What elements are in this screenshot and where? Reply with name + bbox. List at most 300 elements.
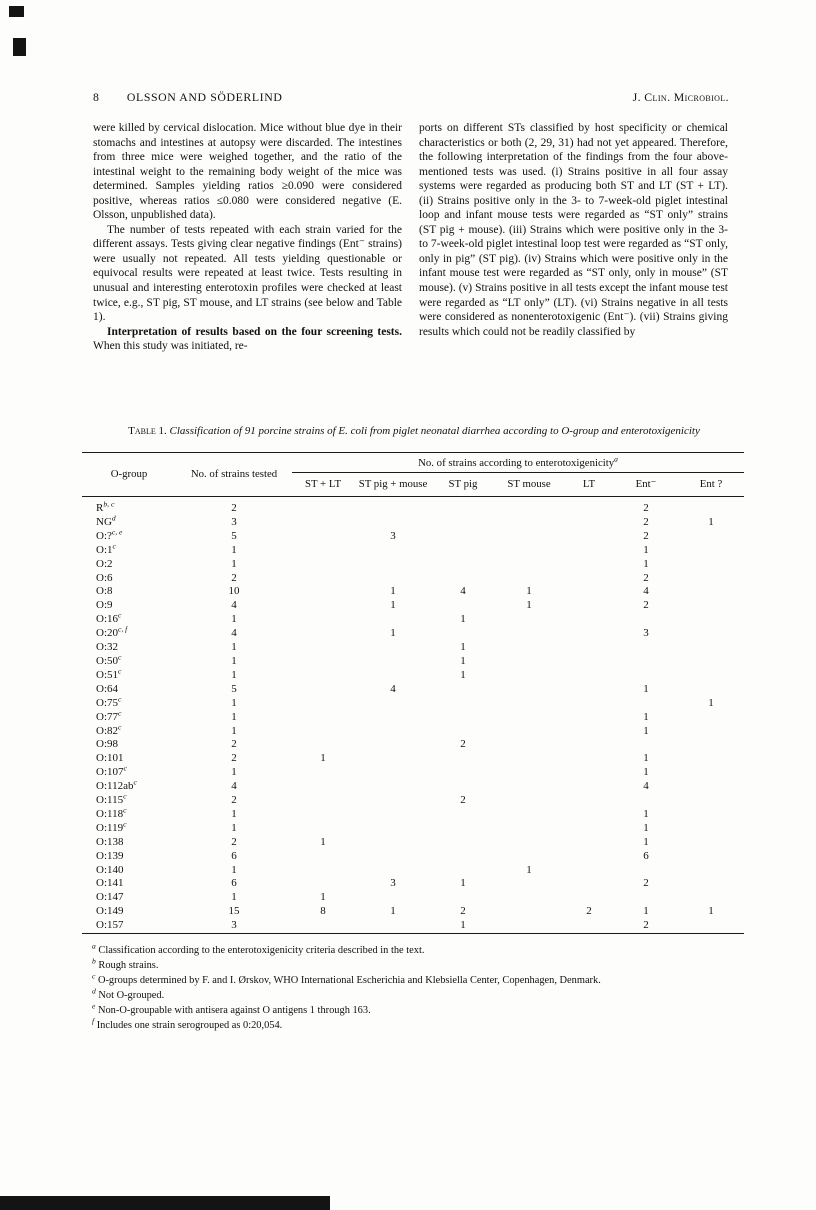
count-cell — [564, 613, 614, 627]
column-header-ent-q: Ent ? — [678, 472, 744, 497]
count-cell — [564, 572, 614, 586]
o-group-cell: O:118$^c$ — [96, 805, 127, 820]
count-cell: 2 — [460, 794, 466, 807]
count-cell: 1 — [526, 599, 532, 612]
count-cell — [432, 850, 494, 864]
count-cell: 1 — [390, 905, 396, 918]
paragraph-rest: When this study was initiated, re- — [93, 340, 248, 353]
count-cell — [564, 655, 614, 669]
table-row — [82, 585, 744, 599]
table-row — [82, 752, 744, 766]
footnote-marker: b, c — [103, 499, 115, 509]
count-cell: 6 — [231, 849, 237, 862]
count-cell — [292, 808, 354, 822]
count-cell: 1 — [460, 877, 466, 890]
count-cell: 1 — [231, 613, 237, 626]
o-group-cell: O:1$^c$ — [96, 541, 116, 556]
footnote-marker: c — [118, 652, 122, 662]
count-cell — [292, 738, 354, 752]
count-cell — [494, 530, 564, 544]
count-cell: 2 — [643, 599, 649, 612]
footnote-marker: c — [118, 666, 122, 676]
count-cell — [292, 864, 354, 878]
count-cell: 3 — [390, 529, 396, 542]
count-cell: 2 — [643, 571, 649, 584]
count-cell: 1 — [231, 724, 237, 737]
count-cell — [432, 766, 494, 780]
scan-mark — [9, 6, 24, 17]
footnote: $^d$ Not O-grouped. — [92, 986, 165, 1001]
count-cell — [678, 919, 744, 933]
count-cell: 1 — [643, 543, 649, 556]
count-cell: 1 — [320, 835, 326, 848]
count-cell — [678, 669, 744, 683]
count-cell — [432, 836, 494, 850]
table-row — [82, 864, 744, 878]
count-cell — [564, 850, 614, 864]
paragraph: were killed by cervical dislocation. Mice without blue dye in their stomachs and intestines at autopsy were discarded. The intestines from three mice were weighed together, and the ratio of the intestinal weight to the remaining body weight of the mice was determined. Samples yielding ratios ≥0.090 were considered positive, whereas ratios ≤0.080 were considered negative (E. Olsson, unpublished data). — [93, 122, 402, 222]
count-cell — [292, 655, 354, 669]
count-cell — [494, 497, 564, 516]
count-cell — [494, 780, 564, 794]
count-cell — [354, 919, 432, 933]
footnote-marker: c — [123, 763, 127, 773]
count-cell — [678, 655, 744, 669]
running-head — [93, 90, 729, 105]
count-cell: 1 — [231, 641, 237, 654]
table-row — [82, 599, 744, 613]
count-cell — [678, 766, 744, 780]
count-cell — [354, 808, 432, 822]
count-cell: 4 — [231, 780, 237, 793]
table-body — [82, 497, 744, 934]
count-cell — [678, 864, 744, 878]
table-row — [82, 572, 744, 586]
footnote-marker: c — [123, 791, 127, 801]
count-cell: 2 — [231, 835, 237, 848]
footnote: $^f$ Includes one strain serogrouped as 0:20,054. — [92, 1016, 283, 1031]
o-group-cell: R$^{b, c}$ — [96, 499, 115, 514]
o-group-cell: O:50$^c$ — [96, 652, 122, 667]
footnote: $^b$ Rough strains. — [92, 956, 159, 971]
table-row — [82, 850, 744, 864]
count-cell: 1 — [460, 668, 466, 681]
count-cell: 2 — [643, 515, 649, 528]
count-cell: 2 — [231, 502, 237, 514]
count-cell: 10 — [228, 585, 240, 598]
count-cell: 1 — [643, 557, 649, 570]
count-cell — [678, 572, 744, 586]
count-cell — [292, 627, 354, 641]
count-cell — [292, 544, 354, 558]
table-section — [82, 424, 746, 1034]
count-cell: 1 — [390, 599, 396, 612]
table-row — [82, 808, 744, 822]
journal-name: J. Clin. Microbiol. — [632, 90, 729, 104]
count-cell — [564, 725, 614, 739]
count-cell: 1 — [708, 515, 714, 528]
column-header-ent-neg: Ent⁻ — [614, 472, 678, 497]
count-cell: 1 — [643, 710, 649, 723]
count-cell — [564, 497, 614, 516]
count-cell — [432, 725, 494, 739]
count-cell — [564, 683, 614, 697]
o-group-cell: O:115$^c$ — [96, 791, 127, 807]
count-cell — [292, 599, 354, 613]
footnote: $^c$ O-groups determined by F. and I. Ørskov, WHO International Escherichia and Klebsiella Center, Copenhagen, Denmark. — [92, 971, 601, 986]
count-cell — [494, 766, 564, 780]
column-header-lt: LT — [564, 472, 614, 497]
count-cell — [678, 794, 744, 808]
count-cell — [564, 627, 614, 641]
count-cell: 2 — [460, 905, 466, 918]
count-cell — [292, 572, 354, 586]
o-group-cell: O:141 — [96, 877, 124, 890]
count-cell — [678, 497, 744, 516]
footnotes — [82, 941, 732, 1033]
count-cell — [494, 836, 564, 850]
paragraph: ports on different STs classified by host specificity or chemical characteristics or both (2, 29, 31) had not yet appeared. Therefore, the following interpretation of the findings from the four above-mentioned tests was used. (i) Strains positive in all four assay systems were regarded as producing both ST and LT (ST + LT). (ii) Strains positive only in the 3- to 7-week-old piglet intestinal loop and infant mouse tests were regarded as “ST only” strains (ST pig + mouse). (iii) Strains which were positive only in the 3- to 7-week-old piglet intestinal loop test were regarded as “ST only, only in pig” (ST pig). (iv) Strains which were positive only in the infant mouse test were regarded as “ST only, only in mouse” (ST mouse). (v) Strains positive in all tests except the infant mouse test were regarded as “LT only” (LT). (vi) Strains negative in all tests were considered as nonenterotoxigenic (Ent⁻). (vii) Strains giving results which could not be readily classified by — [419, 122, 728, 338]
o-group-cell: O:101 — [96, 752, 124, 765]
count-cell — [354, 752, 432, 766]
table-row — [82, 530, 744, 544]
count-cell: 1 — [643, 835, 649, 848]
classification-table — [82, 452, 744, 935]
count-cell — [678, 808, 744, 822]
count-cell — [494, 891, 564, 905]
right-column — [419, 121, 728, 354]
table-row — [82, 822, 744, 836]
column-header-st-pig: ST pig — [432, 472, 494, 497]
count-cell — [678, 850, 744, 864]
footnote-marker: c — [118, 721, 122, 731]
table-row — [82, 919, 744, 933]
scan-mark — [13, 38, 26, 56]
count-cell — [354, 516, 432, 530]
count-cell: 3 — [390, 877, 396, 890]
o-group-cell: O:149 — [96, 905, 124, 918]
table-row — [82, 669, 744, 683]
count-cell: 4 — [460, 585, 466, 598]
count-cell — [354, 864, 432, 878]
footnote-marker-a: a — [614, 453, 618, 463]
table-row — [82, 683, 744, 697]
count-cell — [494, 572, 564, 586]
count-cell — [678, 822, 744, 836]
count-cell — [494, 738, 564, 752]
count-cell — [432, 599, 494, 613]
scan-mark — [0, 1196, 330, 1210]
count-cell — [292, 530, 354, 544]
count-cell — [494, 669, 564, 683]
count-cell — [614, 864, 678, 878]
count-cell — [564, 864, 614, 878]
count-cell — [678, 836, 744, 850]
count-cell — [494, 919, 564, 933]
count-cell — [614, 794, 678, 808]
count-cell — [432, 780, 494, 794]
count-cell — [564, 669, 614, 683]
column-header-st-lt: ST + LT — [292, 472, 354, 497]
count-cell — [292, 780, 354, 794]
count-cell — [678, 613, 744, 627]
count-cell — [354, 497, 432, 516]
count-cell — [432, 530, 494, 544]
column-header-st-pig-mouse: ST pig + mouse — [354, 472, 432, 497]
count-cell: 6 — [231, 877, 237, 890]
table-caption-label: Table 1. — [128, 425, 167, 437]
count-cell: 1 — [643, 724, 649, 737]
count-cell: 1 — [643, 807, 649, 820]
table-caption — [118, 424, 710, 439]
count-cell — [564, 558, 614, 572]
count-cell — [614, 891, 678, 905]
count-cell — [354, 669, 432, 683]
footnote-marker: c — [123, 805, 127, 815]
count-cell — [354, 655, 432, 669]
count-cell — [494, 877, 564, 891]
count-cell: 1 — [460, 919, 466, 932]
count-cell — [678, 558, 744, 572]
o-group-cell: O:9 — [96, 599, 113, 612]
table-row — [82, 738, 744, 752]
count-cell: 1 — [708, 696, 714, 709]
count-cell: 2 — [231, 794, 237, 807]
count-cell — [494, 627, 564, 641]
body-text — [93, 121, 729, 354]
paragraph: The number of tests repeated with each strain varied for the different assays. Tests giving clear negative findings (Ent⁻ strains) were usually not repeated. All tests yielding questionable or equivocal results were repeated at least twice. Tests resulting in unusual and interesting enterotoxin profiles were checked at least twice, e.g., ST pig, ST mouse, and LT strains (see below and Table 1). — [93, 223, 402, 324]
table-row — [82, 697, 744, 711]
count-cell — [494, 516, 564, 530]
running-title: OLSSON AND SÖDERLIND — [126, 90, 283, 104]
count-cell — [292, 850, 354, 864]
count-cell — [354, 794, 432, 808]
footnote: $^a$ Classification according to the enterotoxigenicity criteria described in the text. — [92, 941, 425, 957]
count-cell: 6 — [643, 849, 649, 862]
count-cell — [292, 585, 354, 599]
count-cell — [564, 738, 614, 752]
count-cell — [354, 544, 432, 558]
table-row — [82, 711, 744, 725]
count-cell — [354, 780, 432, 794]
count-cell: 1 — [320, 891, 326, 904]
count-cell — [292, 766, 354, 780]
count-cell — [354, 641, 432, 655]
o-group-cell: O:107$^c$ — [96, 763, 127, 779]
count-cell: 2 — [643, 877, 649, 890]
count-cell — [494, 794, 564, 808]
table-row — [82, 794, 744, 808]
count-cell: 1 — [231, 821, 237, 834]
table-row — [82, 877, 744, 891]
table-row — [82, 497, 744, 516]
footnote-marker: c — [133, 777, 137, 787]
count-cell — [494, 808, 564, 822]
count-cell — [614, 613, 678, 627]
count-cell — [292, 725, 354, 739]
o-group-cell: O:77$^c$ — [96, 707, 122, 723]
o-group-cell: $NG^d$ — [96, 513, 116, 528]
count-cell — [564, 516, 614, 530]
footnote-marker: c, e — [111, 527, 123, 537]
o-group-cell: O:140 — [96, 863, 124, 876]
count-cell — [678, 752, 744, 766]
footnote-marker: c, f — [118, 624, 128, 634]
table-row — [82, 766, 744, 780]
count-cell: 1 — [643, 682, 649, 695]
footnote: $^e$ Non-O-groupable with antisera against O antigens 1 through 163. — [92, 1001, 371, 1016]
page-number: 8 — [93, 90, 99, 104]
count-cell: 1 — [526, 863, 532, 876]
count-cell: 1 — [231, 543, 237, 556]
count-cell — [292, 794, 354, 808]
count-cell — [678, 738, 744, 752]
count-cell: 5 — [231, 682, 237, 695]
count-cell — [432, 558, 494, 572]
count-cell — [678, 780, 744, 794]
o-group-cell: O:75$^c$ — [96, 694, 122, 709]
count-cell: 1 — [460, 641, 466, 654]
count-cell — [354, 725, 432, 739]
count-cell: 2 — [460, 738, 466, 751]
count-cell — [354, 822, 432, 836]
o-group-cell: O:138 — [96, 835, 124, 848]
count-cell — [564, 585, 614, 599]
table-caption-text: Classification of 91 porcine strains of E. coli from piglet neonatal diarrhea according to O-group and enterotoxigenicity — [166, 425, 700, 437]
o-group-cell: O:64 — [96, 682, 118, 695]
footnote-marker: c — [92, 971, 96, 981]
table-row — [82, 891, 744, 905]
count-cell — [564, 752, 614, 766]
count-cell — [494, 850, 564, 864]
count-cell — [432, 864, 494, 878]
count-cell — [494, 697, 564, 711]
count-cell — [494, 641, 564, 655]
footnote-marker: c — [118, 694, 122, 704]
table-row — [82, 905, 744, 919]
count-cell — [354, 738, 432, 752]
count-cell — [432, 683, 494, 697]
footnote-marker: f — [92, 1016, 95, 1026]
count-cell — [678, 891, 744, 905]
span-header-label: No. of strains according to enterotoxigenicity — [418, 456, 615, 469]
count-cell: 2 — [231, 571, 237, 584]
count-cell — [678, 544, 744, 558]
column-header-strains-tested: No. of strains tested — [176, 452, 292, 497]
count-cell — [354, 850, 432, 864]
count-cell — [432, 516, 494, 530]
count-cell: 1 — [231, 654, 237, 667]
o-group-cell: O:?$^{c, e}$ — [96, 527, 123, 542]
count-cell — [678, 585, 744, 599]
table-row — [82, 558, 744, 572]
count-cell — [564, 919, 614, 933]
count-cell: 1 — [643, 766, 649, 779]
o-group-cell: O:98 — [96, 738, 118, 751]
count-cell — [354, 558, 432, 572]
count-cell — [354, 711, 432, 725]
count-cell — [354, 697, 432, 711]
count-cell: 3 — [231, 515, 237, 528]
o-group-cell: O:51$^c$ — [96, 666, 122, 681]
o-group-cell: O:139 — [96, 849, 124, 862]
count-cell — [292, 641, 354, 655]
count-cell: 1 — [231, 863, 237, 876]
footnote-marker: c — [118, 610, 122, 620]
o-group-cell: O:16$^c$ — [96, 610, 122, 626]
count-cell — [494, 683, 564, 697]
count-cell: 5 — [231, 529, 237, 542]
count-cell — [678, 683, 744, 697]
count-cell: 4 — [231, 627, 237, 640]
count-cell — [292, 697, 354, 711]
count-cell — [678, 725, 744, 739]
count-cell — [494, 725, 564, 739]
left-column — [93, 121, 402, 354]
count-cell: 1 — [231, 710, 237, 723]
count-cell: 1 — [231, 696, 237, 709]
count-cell — [292, 497, 354, 516]
count-cell: 8 — [320, 905, 326, 918]
count-cell: 2 — [586, 905, 592, 918]
count-cell — [614, 641, 678, 655]
count-cell — [432, 752, 494, 766]
table-row — [82, 516, 744, 530]
count-cell: 1 — [231, 557, 237, 570]
footnote-marker: e — [92, 1001, 96, 1011]
footnote-marker: b — [92, 956, 96, 966]
count-cell — [432, 822, 494, 836]
count-cell — [432, 891, 494, 905]
count-cell — [354, 766, 432, 780]
table-row — [82, 836, 744, 850]
count-cell — [292, 558, 354, 572]
count-cell: 2 — [643, 919, 649, 932]
count-cell — [678, 627, 744, 641]
count-cell — [494, 558, 564, 572]
span-header — [292, 452, 744, 472]
count-cell: 2 — [231, 752, 237, 765]
count-cell: 1 — [526, 585, 532, 598]
table-row — [82, 641, 744, 655]
count-cell — [432, 572, 494, 586]
count-cell — [292, 516, 354, 530]
count-cell — [564, 808, 614, 822]
count-cell — [292, 669, 354, 683]
count-cell: 2 — [231, 738, 237, 751]
count-cell — [564, 641, 614, 655]
footnote-marker: c — [123, 819, 127, 829]
count-cell: 3 — [643, 627, 649, 640]
table-row — [82, 613, 744, 627]
count-cell: 4 — [231, 599, 237, 612]
o-group-cell: O:157 — [96, 919, 124, 932]
count-cell — [678, 711, 744, 725]
footnote-marker: d — [111, 513, 116, 523]
count-cell: 1 — [390, 627, 396, 640]
count-cell — [564, 544, 614, 558]
count-cell — [354, 891, 432, 905]
o-group-cell: O:6 — [96, 571, 113, 584]
count-cell — [564, 711, 614, 725]
footnote-marker: c — [118, 707, 122, 717]
count-cell — [678, 641, 744, 655]
count-cell — [564, 822, 614, 836]
count-cell — [292, 919, 354, 933]
count-cell — [614, 655, 678, 669]
o-group-cell: $O:112ab^c$ — [96, 777, 137, 793]
count-cell — [614, 669, 678, 683]
